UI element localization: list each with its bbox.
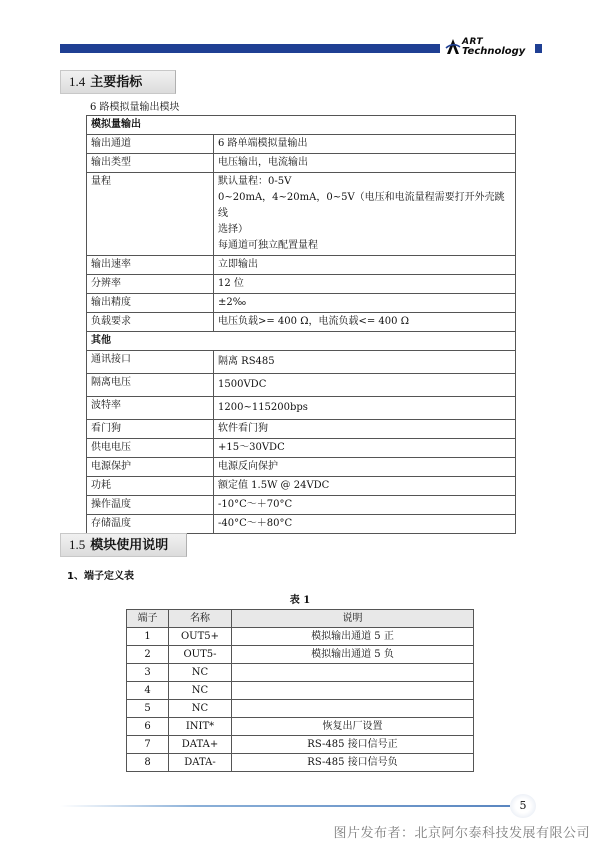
spec-row	[87, 515, 516, 534]
column-header: 端子	[127, 610, 169, 628]
terminal-row	[127, 664, 474, 682]
spec-row	[87, 397, 516, 420]
spec-value-line: 隔离 RS485	[218, 356, 275, 367]
spec-row	[87, 294, 516, 313]
spec-value-line: 软件看门狗	[218, 423, 268, 434]
section-heading-1-4	[60, 70, 176, 94]
spec-label: 量程	[87, 173, 214, 256]
terminal-number: 7	[127, 736, 169, 754]
page-number: 5	[510, 794, 536, 818]
spec-value	[214, 256, 516, 275]
spec-label: 输出通道	[87, 135, 214, 154]
spec-group-row	[87, 116, 516, 135]
terminal-name: DATA-	[169, 754, 232, 772]
publisher-watermark: 图片发布者：北京阿尔泰科技发展有限公司	[333, 826, 590, 841]
terminal-description	[232, 700, 474, 718]
spec-value	[214, 397, 516, 420]
spec-label: 负载要求	[87, 313, 214, 332]
terminal-row	[127, 628, 474, 646]
terminal-description: RS-485 接口信号负	[232, 754, 474, 772]
spec-value-line: 立即输出	[218, 259, 258, 270]
spec-label: 供电电压	[87, 439, 214, 458]
spec-value	[214, 477, 516, 496]
spec-value-line: 额定值 1.5W @ 24VDC	[218, 480, 330, 491]
spec-value-line: 默认量程：0-5V	[218, 176, 292, 187]
spec-value	[214, 173, 516, 256]
spec-value-line: -40°C～＋80°C	[218, 518, 293, 529]
spec-label: 看门狗	[87, 420, 214, 439]
terminal-name: OUT5+	[169, 628, 232, 646]
spec-label: 功耗	[87, 477, 214, 496]
spec-value-line: 选择）	[218, 224, 248, 235]
spec-value	[214, 351, 516, 374]
header-bar	[60, 44, 440, 53]
spec-value	[214, 458, 516, 477]
spec-value	[214, 374, 516, 397]
section-title: 模块使用说明	[90, 538, 169, 553]
spec-row	[87, 135, 516, 154]
terminal-number: 5	[127, 700, 169, 718]
spec-value	[214, 420, 516, 439]
spec-value	[214, 275, 516, 294]
spec-value-line: 1200~115200bps	[218, 402, 308, 413]
spec-value	[214, 135, 516, 154]
section-heading-1-5	[60, 533, 187, 557]
terminal-description	[232, 682, 474, 700]
terminal-number: 6	[127, 718, 169, 736]
section-number: 1.5	[69, 537, 86, 552]
terminal-table-heading: 1、端子定义表	[67, 571, 134, 582]
terminal-description: 模拟输出通道 5 正	[232, 628, 474, 646]
spec-value-line: 电压负载>= 400 Ω，电流负载<= 400 Ω	[218, 316, 409, 327]
company-logo	[445, 36, 535, 60]
spec-table	[86, 115, 516, 534]
section-title: 主要指标	[90, 75, 143, 90]
terminal-number: 2	[127, 646, 169, 664]
spec-row	[87, 351, 516, 374]
spec-value-line: 6 路单端模拟量输出	[218, 138, 308, 149]
column-header: 名称	[169, 610, 232, 628]
logo-line-1: ART	[462, 37, 484, 47]
spec-value	[214, 313, 516, 332]
spec-row	[87, 439, 516, 458]
spec-value-line: 电压输出，电流输出	[218, 157, 308, 168]
terminal-description	[232, 664, 474, 682]
spec-value-line: 电源反向保护	[218, 461, 278, 472]
logo-line-2: Technology	[462, 46, 526, 57]
spec-label: 操作温度	[87, 496, 214, 515]
terminal-number: 3	[127, 664, 169, 682]
terminal-number: 8	[127, 754, 169, 772]
spec-row	[87, 173, 516, 256]
spec-group-title: 其他	[87, 332, 516, 351]
spec-label: 存储温度	[87, 515, 214, 534]
section-number: 1.4	[69, 74, 86, 89]
spec-value-line: +15～30VDC	[218, 442, 285, 453]
spec-row	[87, 477, 516, 496]
header-bar-end	[535, 44, 542, 53]
spec-row	[87, 256, 516, 275]
terminal-row	[127, 700, 474, 718]
spec-row	[87, 374, 516, 397]
spec-value-line: 0~20mA，4~20mA，0~5V（电压和电流量程需要打开外壳跳线	[218, 192, 505, 219]
terminal-description: RS-485 接口信号正	[232, 736, 474, 754]
terminal-table-header	[127, 610, 474, 628]
spec-label: 输出类型	[87, 154, 214, 173]
terminal-number: 4	[127, 682, 169, 700]
terminal-row	[127, 646, 474, 664]
footer-line	[60, 805, 510, 807]
spec-value	[214, 154, 516, 173]
spec-value	[214, 496, 516, 515]
terminal-table	[126, 609, 474, 772]
spec-value	[214, 294, 516, 313]
spec-label: 输出速率	[87, 256, 214, 275]
terminal-name: DATA+	[169, 736, 232, 754]
spec-value-line: 12 位	[218, 278, 244, 289]
terminal-name: OUT5-	[169, 646, 232, 664]
spec-label: 隔离电压	[87, 374, 214, 397]
spec-label: 通讯接口	[87, 351, 214, 374]
terminal-name: INIT*	[169, 718, 232, 736]
spec-label: 电源保护	[87, 458, 214, 477]
spec-value-line: 每通道可独立配置量程	[218, 240, 318, 251]
spec-label: 波特率	[87, 397, 214, 420]
spec-row	[87, 275, 516, 294]
spec-group-title: 模拟量输出	[87, 116, 516, 135]
terminal-description: 恢复出厂设置	[232, 718, 474, 736]
table-caption: 表 1	[289, 595, 311, 606]
spec-label: 分辨率	[87, 275, 214, 294]
art-logo-icon	[445, 38, 461, 56]
terminal-number: 1	[127, 628, 169, 646]
spec-row	[87, 496, 516, 515]
spec-row	[87, 420, 516, 439]
terminal-row	[127, 682, 474, 700]
spec-row	[87, 313, 516, 332]
spec-value	[214, 515, 516, 534]
spec-value	[214, 439, 516, 458]
terminal-name: NC	[169, 700, 232, 718]
terminal-row	[127, 736, 474, 754]
spec-value-line: 1500VDC	[218, 379, 267, 390]
spec-row	[87, 458, 516, 477]
spec-value-line: ±2‰	[218, 297, 247, 308]
terminal-row	[127, 718, 474, 736]
terminal-row	[127, 754, 474, 772]
terminal-name: NC	[169, 664, 232, 682]
spec-row	[87, 154, 516, 173]
terminal-name: NC	[169, 682, 232, 700]
spec-label: 输出精度	[87, 294, 214, 313]
spec-value-line: -10°C～＋70°C	[218, 499, 293, 510]
terminal-description: 模拟输出通道 5 负	[232, 646, 474, 664]
column-header: 说明	[232, 610, 474, 628]
module-title: 6 路模拟量输出模块	[90, 102, 180, 113]
spec-group-row	[87, 332, 516, 351]
